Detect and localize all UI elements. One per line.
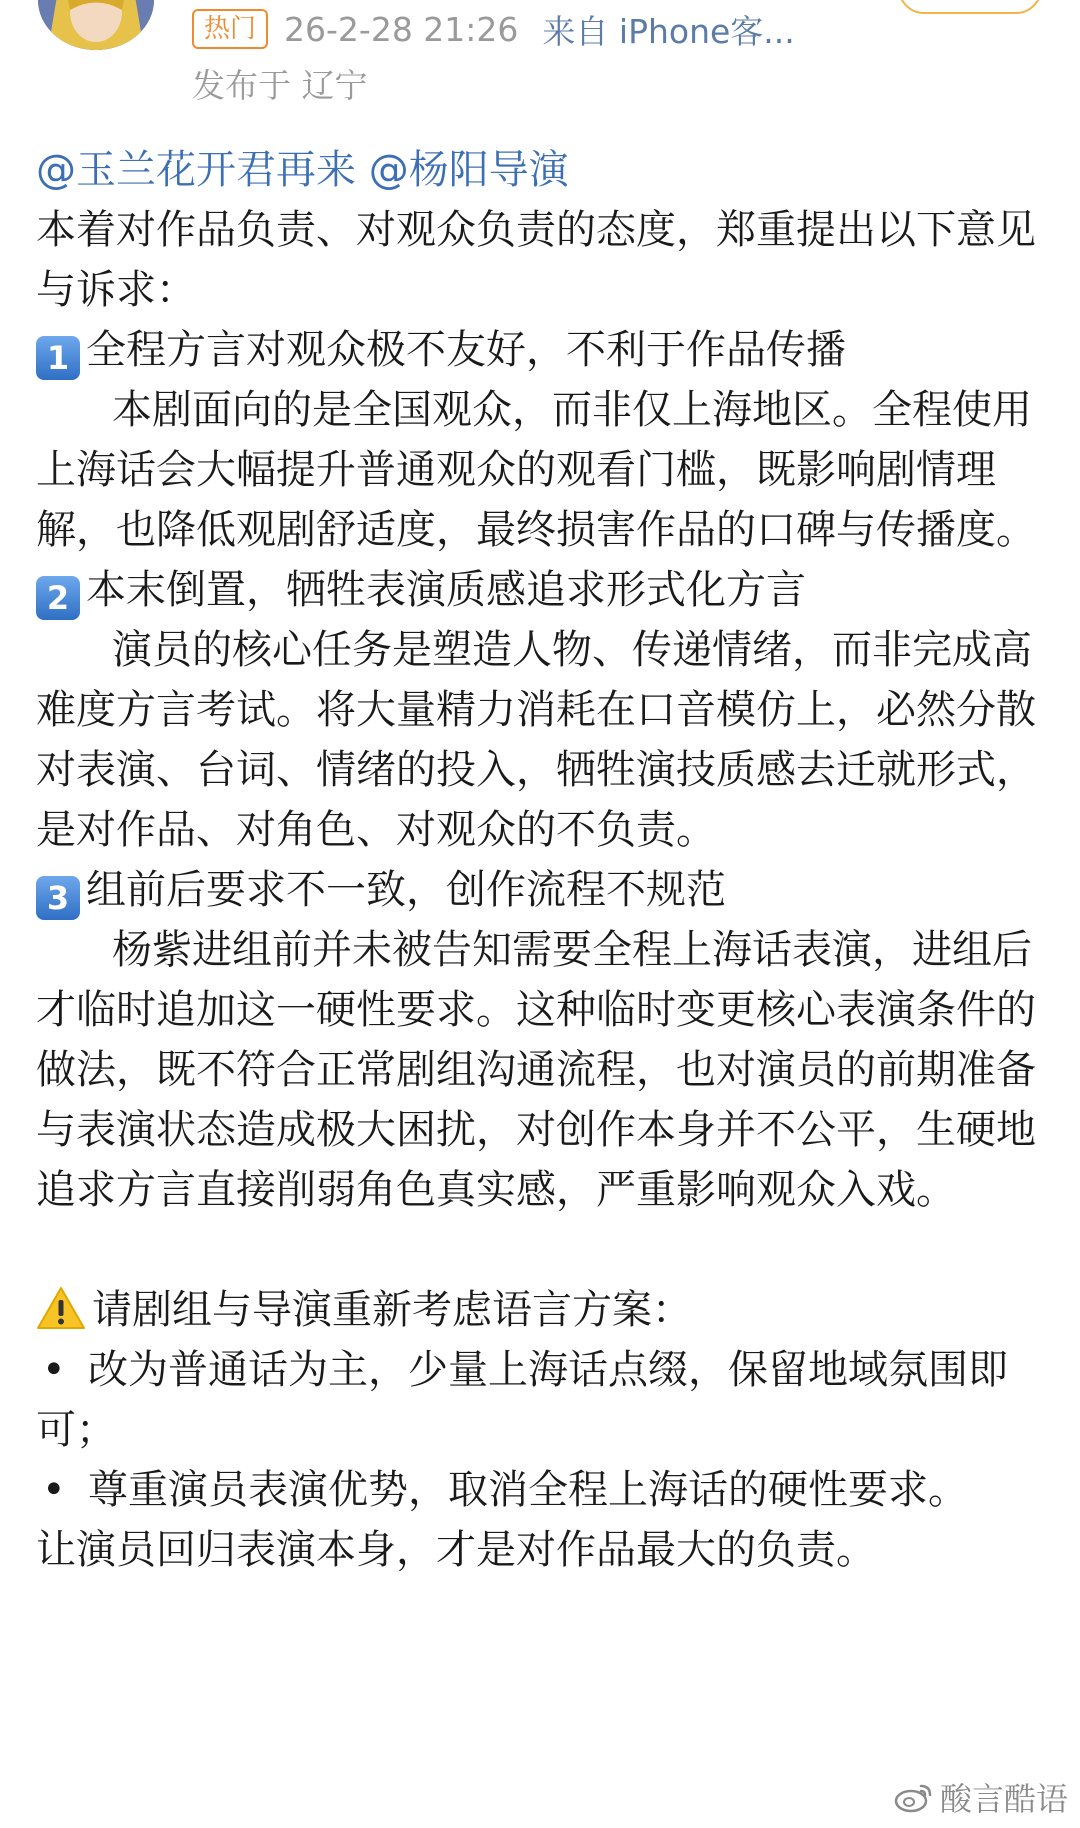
point-1-title bbox=[36, 320, 1046, 380]
bullet-text: 尊重演员表演优势，取消全程上海话的硬性要求。 bbox=[88, 1467, 968, 1513]
watermark bbox=[894, 1774, 1068, 1820]
point-1-body: 本剧面向的是全国观众，而非仅上海地区。全程使用上海话会大幅提升普通观众的观看门槛，既影响剧情理解，也降低观剧舒适度，最终损害作品的口碑与传播度。 bbox=[36, 387, 1036, 553]
post-source[interactable]: 来自 iPhone客... bbox=[542, 11, 795, 51]
post-header bbox=[0, 0, 1080, 110]
avatar-image bbox=[38, 0, 154, 50]
point-2-body: 演员的核心任务是塑造人物、传递情绪，而非完成高难度方言考试。将大量精力消耗在口音模仿上，必然分散对表演、台词、情绪的投入，牺牲演技质感去迁就形式，是对作品、对角色、对观众的不负责。 bbox=[36, 627, 1036, 853]
point-3-title bbox=[36, 860, 1046, 920]
weibo-icon bbox=[894, 1780, 934, 1814]
point-3-body: 杨紫进组前并未被告知需要全程上海话表演，进组后才临时追加这一硬性要求。这种临时变更核心表演条件的做法，既不符合正常剧组沟通流程，也对演员的前期准备与表演状态造成极大困扰，对创作本身并不公平，生硬地追求方言直接削弱角色真实感，严重影响观众入戏。 bbox=[36, 927, 1036, 1213]
closing-text: 让演员回归表演本身，才是对作品最大的负责。 bbox=[36, 1527, 876, 1573]
post-meta bbox=[192, 4, 795, 54]
bullet-mark: • bbox=[42, 1467, 66, 1513]
number-1-icon: 1 bbox=[36, 336, 80, 380]
bullet-item bbox=[36, 1460, 1046, 1520]
bullet-text: 改为普通话为主，少量上海话点缀，保留地域氛围即可； bbox=[36, 1347, 1008, 1453]
warning-title: 请剧组与导演重新考虑语言方案： bbox=[92, 1287, 692, 1333]
number-3-icon: 3 bbox=[36, 876, 80, 920]
mentions[interactable]: @玉兰花开君再来 @杨阳导演 bbox=[36, 147, 569, 193]
bullet-mark: • bbox=[42, 1347, 66, 1393]
point-title-text: 全程方言对观众极不友好，不利于作品传播 bbox=[86, 327, 846, 373]
intro-text: 本着对作品负责、对观众负责的态度，郑重提出以下意见与诉求： bbox=[36, 207, 1036, 313]
number-2-icon: 2 bbox=[36, 576, 80, 620]
point-title-text: 组前后要求不一致，创作流程不规范 bbox=[86, 867, 726, 913]
user-avatar[interactable] bbox=[38, 0, 154, 50]
follow-button[interactable] bbox=[898, 0, 1042, 14]
point-title-text: 本末倒置，牺牲表演质感追求形式化方言 bbox=[86, 567, 806, 613]
warning-line bbox=[36, 1280, 1046, 1340]
post-timestamp: 26-2-28 21:26 bbox=[284, 9, 519, 49]
warning-icon bbox=[36, 1285, 86, 1331]
bullet-item bbox=[36, 1340, 1046, 1460]
hot-badge: 热门 bbox=[192, 9, 268, 49]
point-2-title bbox=[36, 560, 1046, 620]
spacer bbox=[36, 1220, 1046, 1280]
post-location: 发布于 辽宁 bbox=[192, 66, 368, 105]
post-content bbox=[36, 140, 1046, 1580]
watermark-text: 酸言酷语 bbox=[939, 1780, 1068, 1818]
